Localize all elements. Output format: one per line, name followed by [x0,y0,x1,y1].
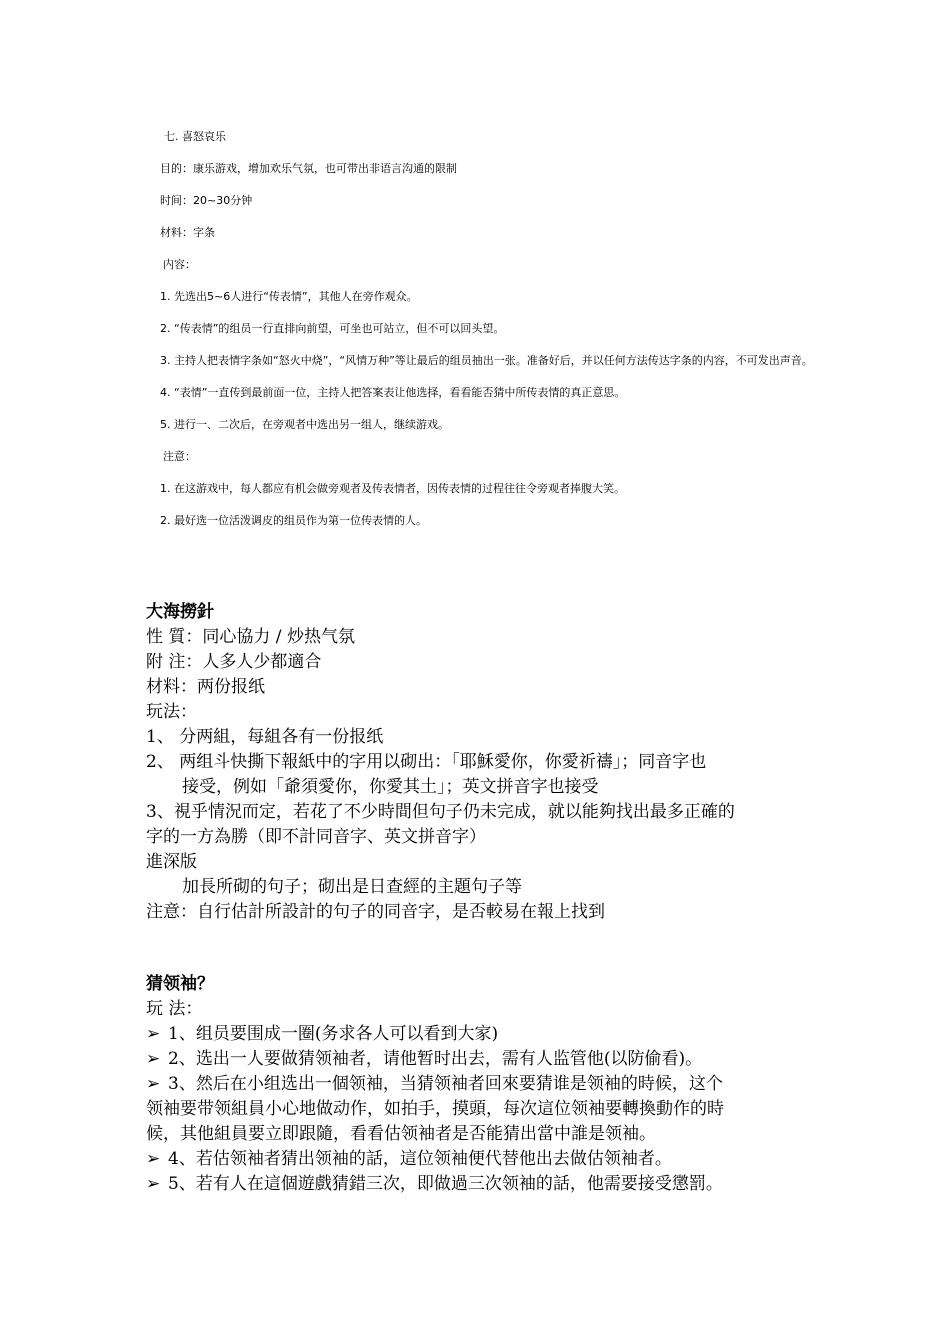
list-item: ➢ 1、组员要围成一圈(务求各人可以看到大家) [146,1022,826,1047]
materials-line: 材料：字条 [160,226,215,239]
arrow-bullet-icon: ➢ [146,1074,161,1094]
section-title: 七. 喜怒哀乐 [164,130,226,143]
content-label: 内容： [163,258,196,271]
purpose-line: 目的：康乐游戏，增加欢乐气氛，也可带出非语言沟通的限制 [160,162,457,175]
advanced-label: 進深版 [146,852,197,872]
list-item-continued: 领袖要带领組員小心地做动作，如拍手，摸頭，每次這位领袖要轉換動作的時 [146,1099,724,1119]
arrow-bullet-icon: ➢ [146,1024,161,1044]
step-item: 2. “传表情”的组员一行直排向前望，可坐也可站立，但不可以回头望。 [160,322,505,335]
arrow-bullet-icon: ➢ [146,1149,161,1169]
arrow-bullet-icon: ➢ [146,1174,161,1194]
section-xinu-aile [160,128,900,544]
step-item: 1. 先选出5~6人进行“传表情”，其他人在旁作观众。 [160,290,418,303]
remark-line: 附 注：人多人少都適合 [146,652,322,672]
list-item-continued: 候，其他組員要立即跟隨，看看估领袖者是否能猜出當中誰是领袖。 [146,1124,656,1144]
list-item: ➢ 3、然后在小组选出一個领袖，当猜领袖者回來要猜谁是领袖的時候，这个 [146,1072,826,1097]
list-item: ➢ 4、若估领袖者猜出领袖的話，這位领袖便代替他出去做估领袖者。 [146,1147,826,1172]
step-item: 3. 主持人把表情字条如“怒火中烧”，“风情万种”等让最后的组员抽出一张。准备好后，并以任何方法传达字条的内容，不可发出声音。 [160,354,813,367]
section-title: 猜领袖？ [146,974,214,994]
note-line: 注意：自行估計所設計的句子的同音字，是否較易在報上找到 [146,902,605,922]
step-item: 1、 分两組，每組各有一份报纸 [146,727,384,747]
notes-label: 注意： [163,450,196,463]
materials-line: 材料：两份报纸 [146,677,265,697]
time-line: 时间：20~30分钟 [160,194,253,207]
step-item: 5. 进行一、二次后，在旁观者中选出另一组人，继续游戏。 [160,418,449,431]
step-item: 4. “表情”一直传到最前面一位，主持人把答案表让他选择，看看能否猜中所传表情的真正意思。 [160,386,626,399]
note-item: 1. 在这游戏中，每人都应有机会做旁观者及传表情者，因传表情的过程往往令旁观者捧腹大笑。 [160,482,625,495]
list-item: ➢ 2、选出一人要做猜领袖者，请他暂时出去，需有人监管他(以防偷看)。 [146,1047,826,1072]
section-dahai-laozhen [146,600,826,925]
arrow-bullet-icon: ➢ [146,1049,161,1069]
step-item-continued: 接受，例如「爺須愛你，你愛其土」；英文拼音字也接受 [182,777,599,797]
section-cai-lingxiu [146,972,826,1197]
method-label: 玩 法： [146,999,203,1019]
list-item: ➢ 5、若有人在這個遊戲猜錯三次，即做過三次领袖的話，他需要接受懲罰。 [146,1172,826,1197]
section-title: 大海撈針 [146,602,214,622]
nature-line: 性 質：同心協力 / 炒热气氛 [146,627,355,647]
advanced-text: 加長所砌的句子；砌出是日查經的主題句子等 [182,877,522,897]
step-item: 3、視乎情況而定，若花了不少時間但句子仍未完成，就以能夠找出最多正確的 [146,802,735,822]
step-item-continued: 字的一方為勝（即不計同音字、英文拼音字） [146,827,486,847]
method-label: 玩法： [146,702,197,722]
note-item: 2. 最好选一位活泼调皮的组员作为第一位传表情的人。 [160,514,427,527]
step-item: 2、 两组斗快撕下報紙中的字用以砌出：「耶穌愛你，你愛祈禱」；同音字也 [146,752,707,772]
